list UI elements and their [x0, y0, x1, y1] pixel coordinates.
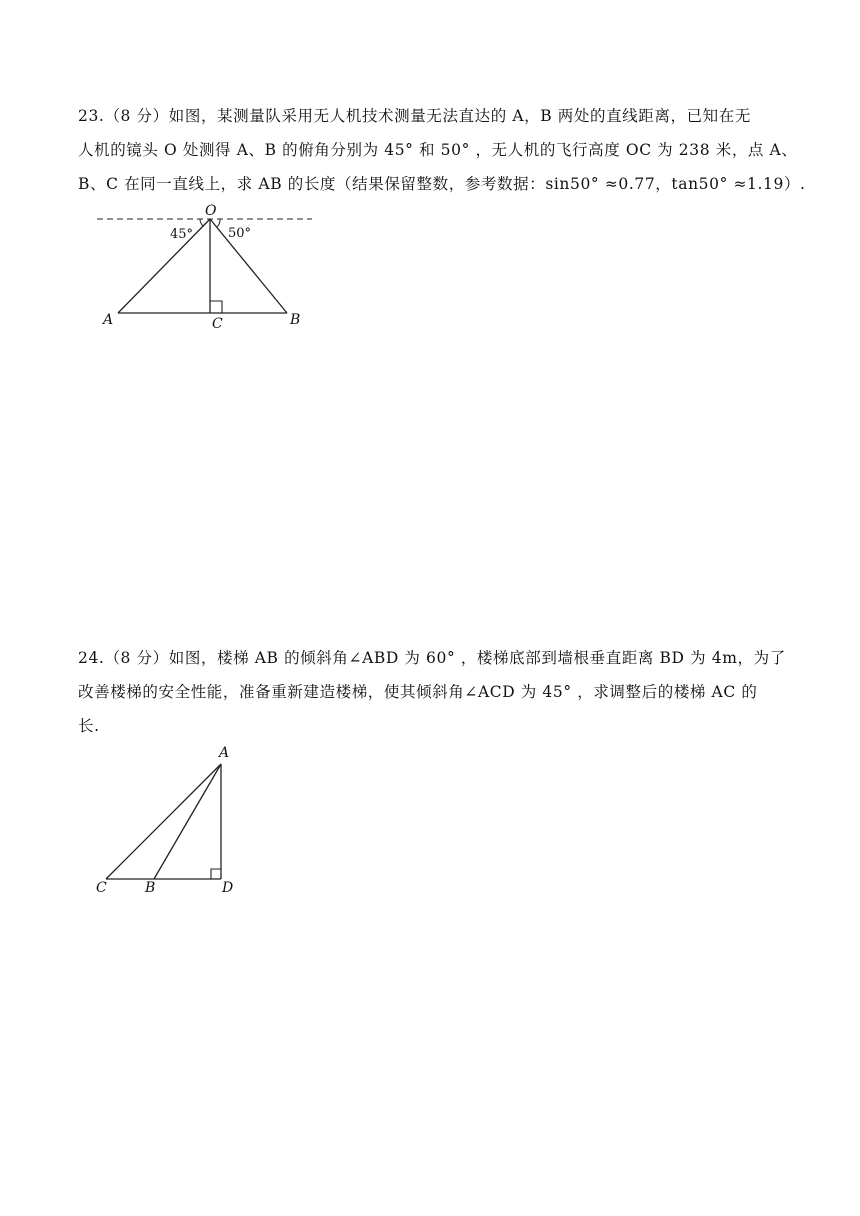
problem-23-line-1: 23.（8 分）如图，某测量队采用无人机技术测量无法直达的 A，B 两处的直线距离，已知在无	[78, 107, 751, 125]
label-A: A	[219, 745, 230, 761]
label-O: O	[205, 203, 217, 219]
angle-label-50: 50°	[228, 226, 252, 241]
problem-23-line-2: 人机的镜头 O 处测得 A、B 的俯角分别为 45° 和 50° ，无人机的飞行高度 OC 为 238 米，点 A、	[78, 141, 798, 159]
label-C: C	[96, 880, 107, 896]
problem-24-line-3: 长.	[78, 717, 100, 735]
label-B: B	[145, 880, 156, 896]
angle-arc-left	[200, 219, 203, 226]
angle-label-45: 45°	[170, 227, 194, 242]
problem-24-line-2: 改善楼梯的安全性能，准备重新建造楼梯，使其倾斜角∠ACD 为 45° ，求调整后的楼梯 AC 的	[78, 683, 758, 701]
label-A: A	[103, 312, 114, 328]
label-B: B	[290, 312, 301, 328]
problem-24-line-1: 24.（8 分）如图，楼梯 AB 的倾斜角∠ABD 为 60° ，楼梯底部到墙根垂直距离 BD 为 4m，为了	[78, 649, 786, 667]
right-angle-mark	[210, 301, 222, 313]
drone-triangle-figure	[90, 200, 320, 335]
right-angle-mark	[211, 869, 221, 879]
segment-OA	[118, 219, 210, 313]
angle-arc-right	[217, 219, 220, 227]
label-D: D	[222, 880, 234, 896]
problem-23-line-3: B、C 在同一直线上，求 AB 的长度（结果保留整数，参考数据：sin50° ≈0.77，tan50° ≈1.19）.	[78, 175, 806, 193]
stair-triangle-figure	[90, 740, 250, 900]
label-C: C	[212, 316, 223, 332]
